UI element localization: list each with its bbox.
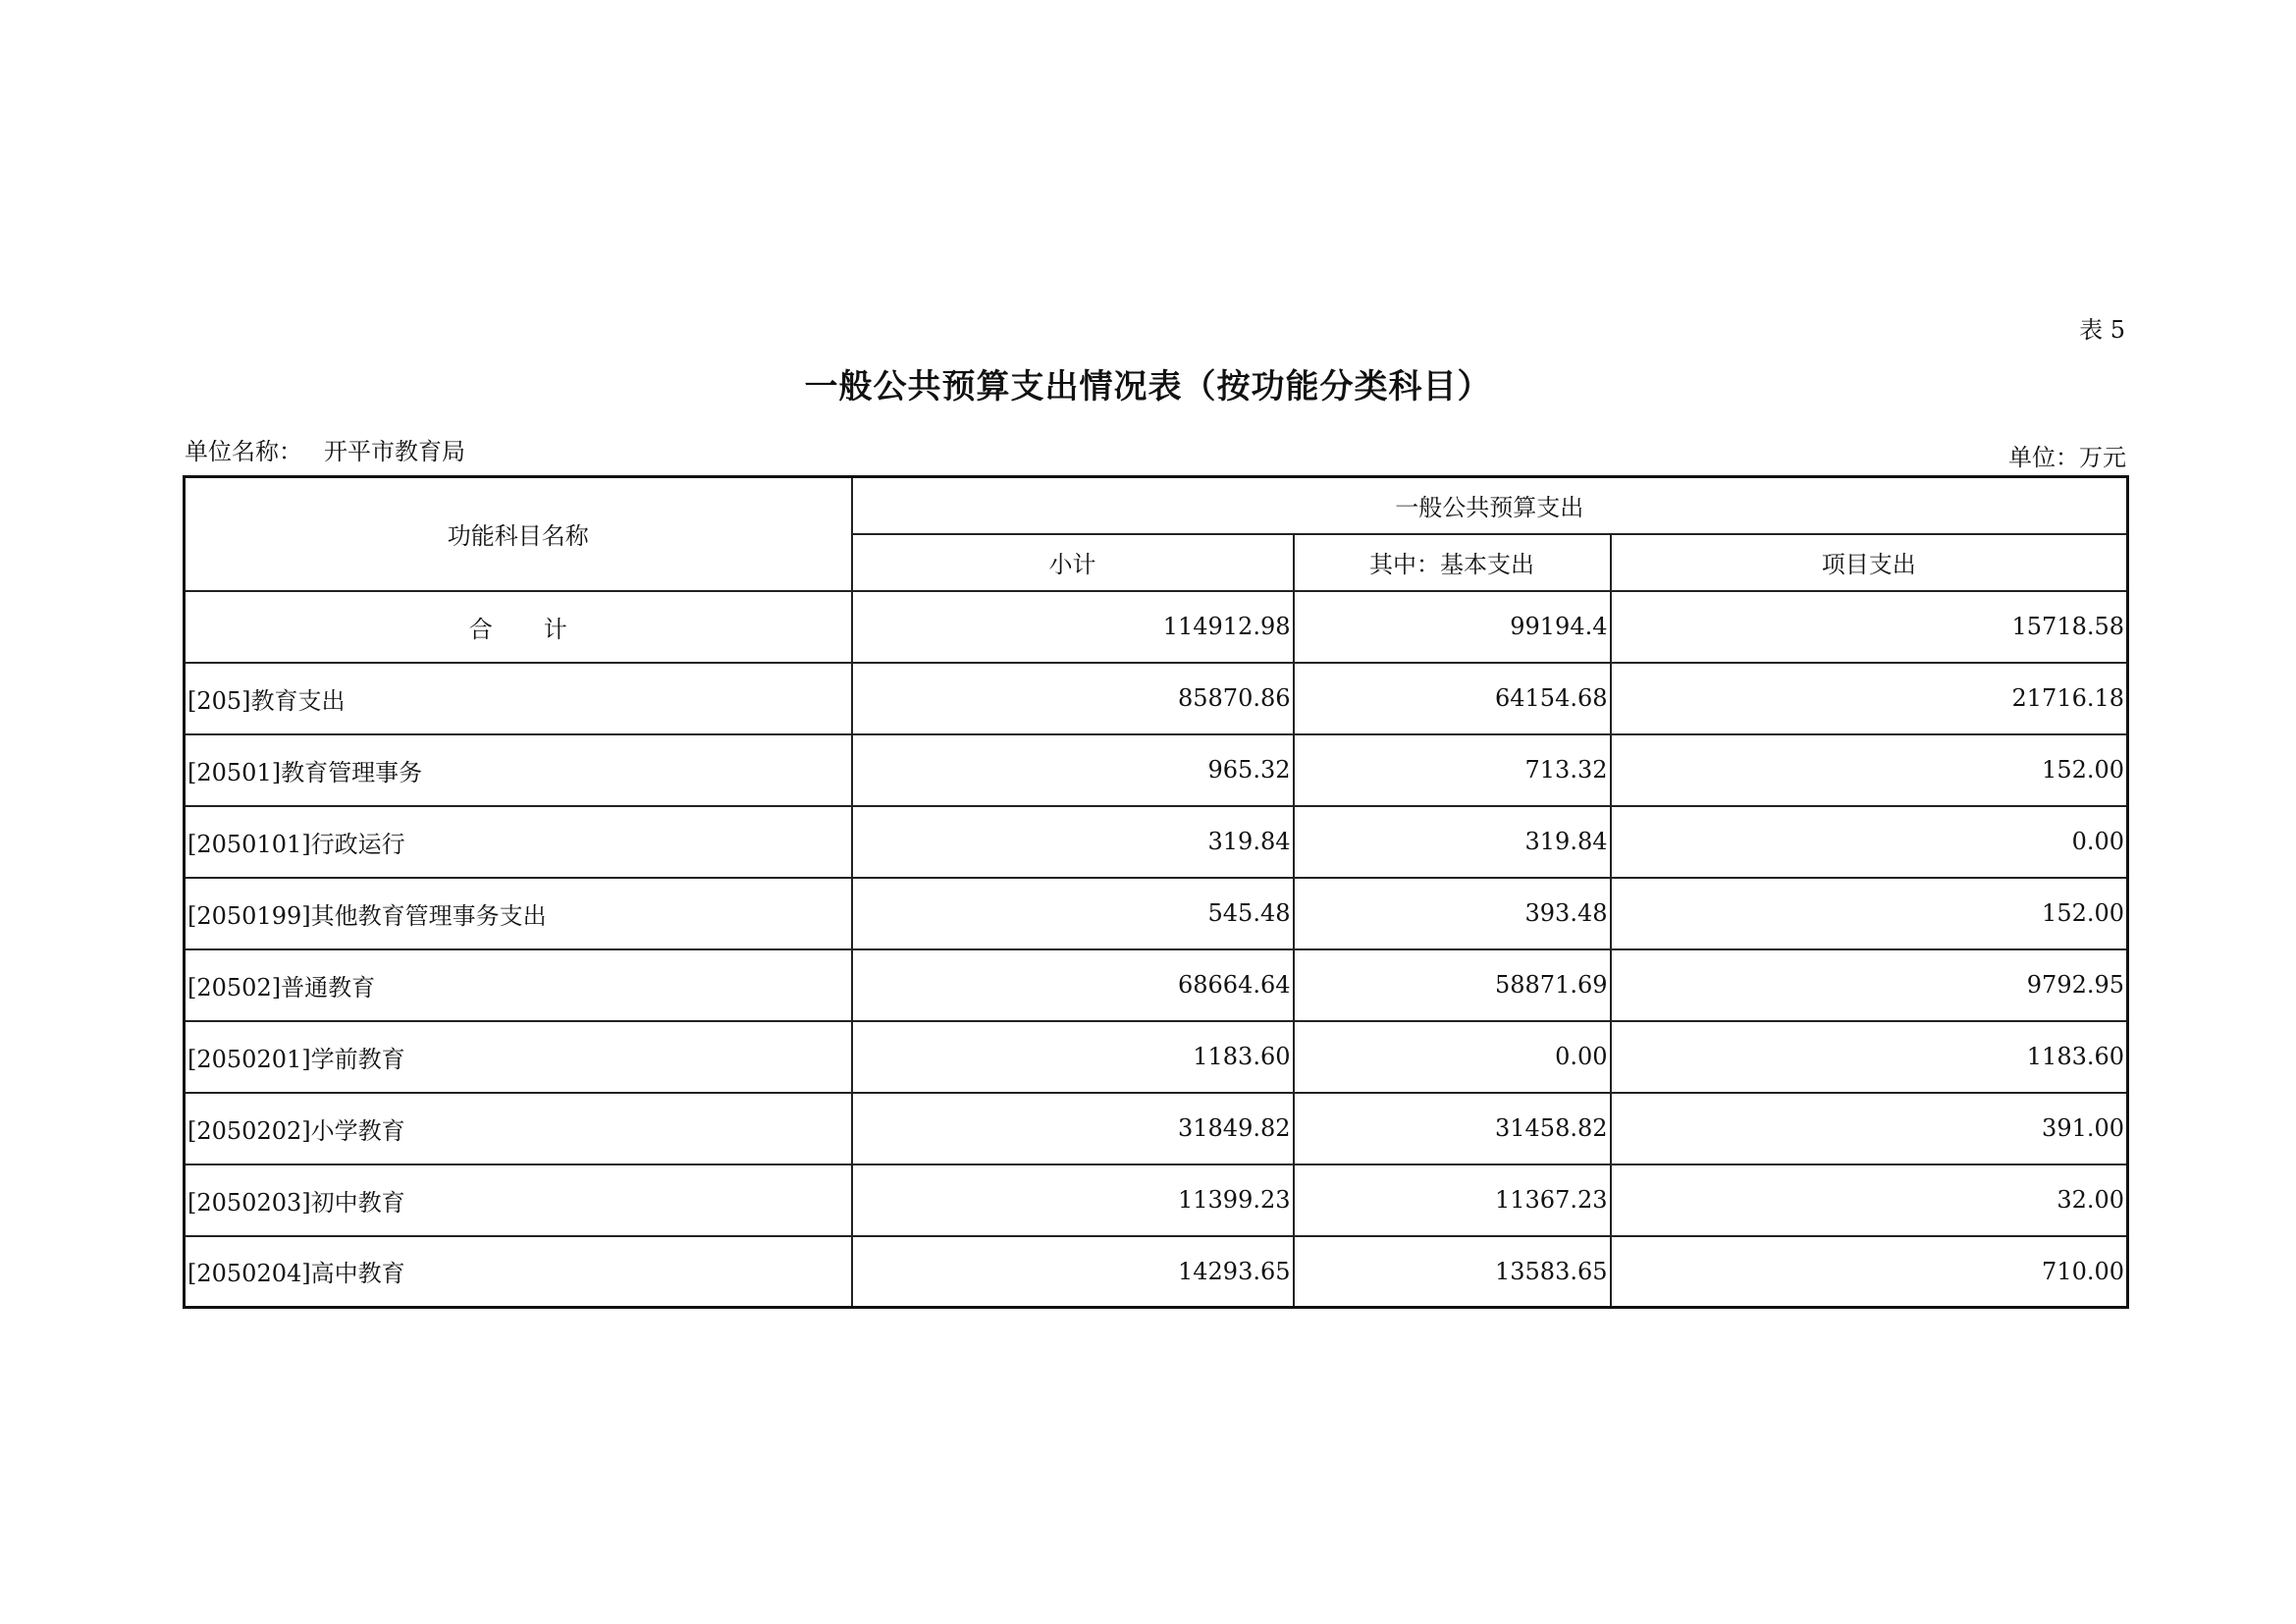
- row-basic: 31458.82: [1294, 1093, 1611, 1164]
- row-project: 21716.18: [1611, 663, 2128, 734]
- row-name: [205]教育支出: [185, 663, 852, 734]
- row-subtotal: 14293.65: [852, 1236, 1294, 1308]
- total-project: 15718.58: [1611, 591, 2128, 663]
- header-group: 一般公共预算支出: [852, 477, 2128, 534]
- header-project: 项目支出: [1611, 534, 2128, 591]
- row-basic: 393.48: [1294, 878, 1611, 949]
- table-row: [185, 1164, 2128, 1236]
- row-subtotal: 1183.60: [852, 1021, 1294, 1093]
- row-name: [2050204]高中教育: [185, 1236, 852, 1308]
- row-name: [2050201]学前教育: [185, 1021, 852, 1093]
- currency-unit: 单位：万元: [2008, 444, 2126, 471]
- row-project: 391.00: [1611, 1093, 2128, 1164]
- row-basic: 319.84: [1294, 806, 1611, 878]
- row-name: [20502]普通教育: [185, 949, 852, 1021]
- total-row: [185, 591, 2128, 663]
- table-row: [185, 1021, 2128, 1093]
- row-name: [2050203]初中教育: [185, 1164, 852, 1236]
- total-label-b: 计: [543, 615, 567, 643]
- unit-name-label: 单位名称：: [185, 438, 302, 465]
- unit-name: [185, 432, 465, 466]
- header-basic: 其中：基本支出: [1294, 534, 1611, 591]
- row-project: 9792.95: [1611, 949, 2128, 1021]
- total-basic: 99194.4: [1294, 591, 1611, 663]
- row-basic: 64154.68: [1294, 663, 1611, 734]
- row-project: 152.00: [1611, 878, 2128, 949]
- table-row: [185, 663, 2128, 734]
- table-row: [185, 734, 2128, 806]
- row-project: 152.00: [1611, 734, 2128, 806]
- row-subtotal: 31849.82: [852, 1093, 1294, 1164]
- header-category: 功能科目名称: [185, 477, 852, 591]
- page-title: 一般公共预算支出情况表（按功能分类科目）: [804, 367, 1492, 406]
- budget-table: [183, 475, 2129, 1309]
- row-subtotal: 319.84: [852, 806, 1294, 878]
- row-project: 0.00: [1611, 806, 2128, 878]
- row-project: 32.00: [1611, 1164, 2128, 1236]
- row-subtotal: 85870.86: [852, 663, 1294, 734]
- row-name: [2050199]其他教育管理事务支出: [185, 878, 852, 949]
- row-name: [20501]教育管理事务: [185, 734, 852, 806]
- unit-name-value: 开平市教育局: [324, 438, 465, 465]
- table-row: [185, 949, 2128, 1021]
- table-number: 表 5: [2079, 316, 2125, 344]
- row-name: [2050101]行政运行: [185, 806, 852, 878]
- row-basic: 713.32: [1294, 734, 1611, 806]
- row-name: [2050202]小学教育: [185, 1093, 852, 1164]
- table-row: [185, 806, 2128, 878]
- header-row-top: [185, 477, 2128, 534]
- row-project: 1183.60: [1611, 1021, 2128, 1093]
- total-label: [185, 591, 852, 663]
- table-row: [185, 878, 2128, 949]
- row-basic: 13583.65: [1294, 1236, 1611, 1308]
- row-basic: 58871.69: [1294, 949, 1611, 1021]
- row-project: 710.00: [1611, 1236, 2128, 1308]
- row-basic: 0.00: [1294, 1021, 1611, 1093]
- row-basic: 11367.23: [1294, 1164, 1611, 1236]
- header-subtotal: 小计: [852, 534, 1294, 591]
- row-subtotal: 545.48: [852, 878, 1294, 949]
- total-subtotal: 114912.98: [852, 591, 1294, 663]
- row-subtotal: 965.32: [852, 734, 1294, 806]
- unit-info-row: [185, 432, 2126, 471]
- table-row: [185, 1093, 2128, 1164]
- row-subtotal: 11399.23: [852, 1164, 1294, 1236]
- total-label-a: 合: [468, 615, 493, 643]
- table-row: [185, 1236, 2128, 1308]
- row-subtotal: 68664.64: [852, 949, 1294, 1021]
